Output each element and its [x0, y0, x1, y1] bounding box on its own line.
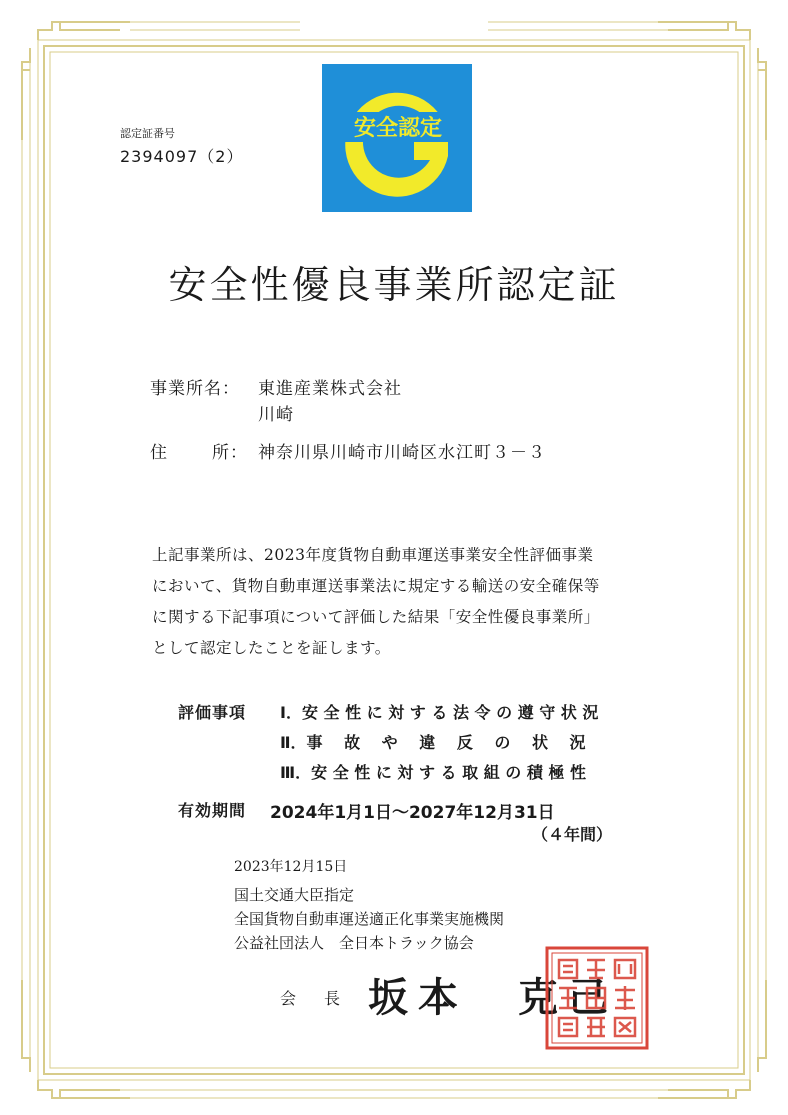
body-line: 上記事業所は、2023年度貨物自動車運送事業安全性評価事業	[152, 546, 594, 564]
issue-date: 2023年12月15日	[234, 859, 348, 875]
address-label-1: 住	[150, 443, 168, 463]
office-label: 事業所名：	[150, 379, 240, 399]
g-safety-logo	[322, 64, 472, 212]
address-label-2: 所：	[212, 443, 248, 463]
body-line: において、貨物自動車運送事業法に規定する輸送の安全確保等	[152, 577, 600, 595]
validity-duration: （４年間）	[532, 825, 613, 844]
issuer-line3: 公益社団法人 全日本トラック協会	[234, 934, 474, 952]
address: 神奈川県川崎市川崎区水江町３－３	[258, 443, 546, 463]
evaluation-item: Ⅲ．安 全 性 に 対 す る 取 組 の 積 極 性	[280, 763, 586, 782]
certificate-number: 2394097（2）	[120, 147, 244, 166]
certificate-title: 安全性優良事業所認定証	[168, 263, 620, 307]
certificate-number-label: 認定証番号	[120, 127, 175, 140]
evaluation-item: Ⅱ．事 故 や 違 反 の 状 況	[280, 733, 586, 752]
evaluation-item: Ⅰ．安 全 性 に 対 す る 法 令 の 遵 守 状 況	[280, 703, 599, 722]
office-name-line2: 川崎	[258, 405, 294, 425]
evaluation-label: 評価事項	[178, 703, 247, 722]
official-seal	[545, 946, 649, 1050]
body-line: として認定したことを証します。	[152, 639, 391, 657]
logo-text: 安全認定	[353, 116, 443, 141]
body-line: に関する下記事項について評価した結果「安全性優良事業所」	[152, 608, 600, 626]
issuer-line2: 全国貨物自動車運送適正化事業実施機関	[234, 910, 505, 928]
validity-label: 有効期間	[178, 801, 247, 820]
issuer-line1: 国土交通大臣指定	[234, 886, 355, 904]
president-label: 会 長	[280, 989, 347, 1008]
certificate-body	[152, 540, 672, 664]
validity-period: 2024年1月1日～2027年12月31日	[270, 803, 555, 823]
president-signature: 坂本 克己	[368, 974, 618, 1021]
office-name-line1: 東進産業株式会社	[258, 379, 402, 399]
